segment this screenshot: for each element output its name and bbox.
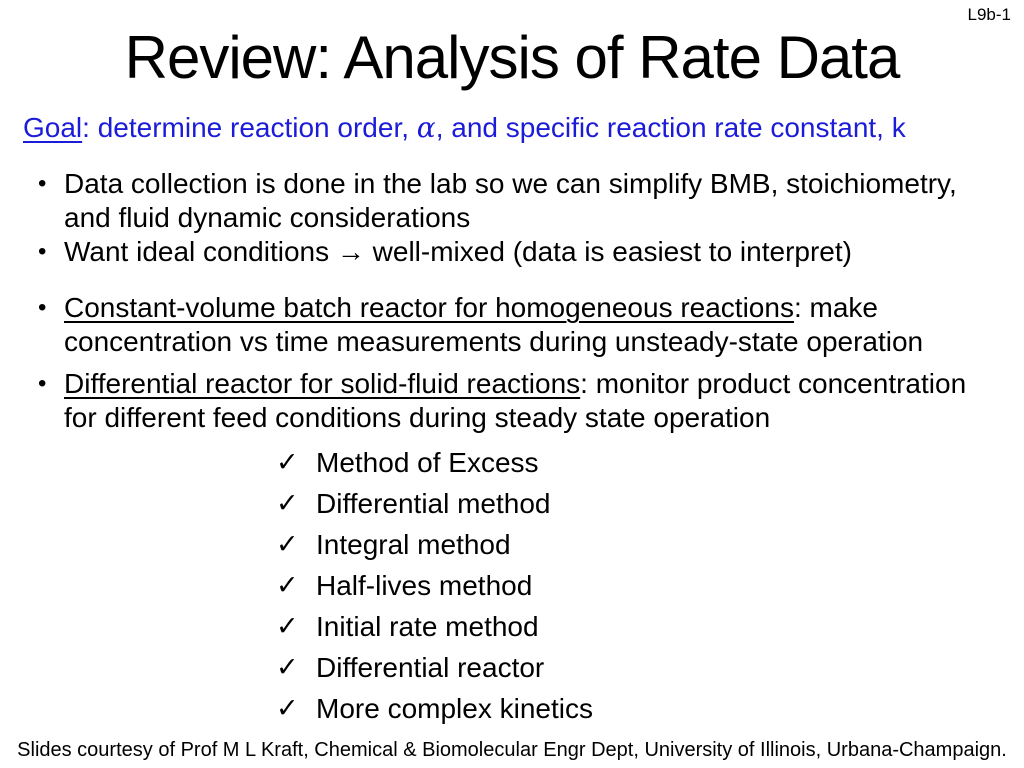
- slide-number: L9b-1: [967, 5, 1011, 24]
- checklist-label: Method of Excess: [316, 447, 539, 478]
- checklist-label: Integral method: [316, 529, 511, 560]
- footer-credit: Slides courtesy of Prof M L Kraft, Chemical & Biomolecular Engr Dept, University of Illinois, Urbana-Champaign.: [17, 739, 1007, 761]
- bullet-item: [38, 291, 994, 359]
- bullet-list-lab-conditions: [38, 167, 994, 269]
- checklist-label: Initial rate method: [316, 611, 539, 642]
- checklist-item: [276, 565, 593, 606]
- bullet-text-rest: : monitor product concentration for different feed conditions during steady state operation: [64, 368, 967, 433]
- bullet-text: [64, 367, 994, 435]
- checklist-item: [276, 647, 593, 688]
- bullet-text: Want ideal conditions → well-mixed (data is easiest to interpret): [64, 236, 852, 267]
- checkmark-icon: ✓: [276, 693, 299, 723]
- checkmark-icon: ✓: [276, 570, 299, 600]
- checklist-item: [276, 688, 593, 729]
- checklist-label: Differential method: [316, 488, 551, 519]
- checkmark-icon: ✓: [276, 529, 299, 559]
- underlined-term: Differential reactor for solid-fluid reactions: [64, 368, 581, 399]
- checklist-label: Differential reactor: [316, 652, 545, 683]
- underlined-term: Constant-volume batch reactor for homogeneous reactions: [64, 292, 794, 323]
- alpha-symbol: α: [416, 111, 436, 144]
- checklist-item: [276, 524, 593, 565]
- bullet-icon: •: [38, 370, 47, 397]
- bullet-icon: •: [38, 170, 47, 197]
- bullet-icon: •: [38, 294, 47, 321]
- page-title: Review: Analysis of Rate Data: [124, 24, 900, 91]
- bullet-item: [38, 367, 994, 435]
- checkmark-icon: ✓: [276, 652, 299, 682]
- checklist-label: Half-lives method: [316, 570, 533, 601]
- checkmark-icon: ✓: [276, 611, 299, 641]
- checklist-label: More complex kinetics: [316, 693, 593, 724]
- goal-label: Goal: [23, 112, 83, 143]
- checklist-item: [276, 442, 593, 483]
- goal-statement: [23, 111, 906, 145]
- bullet-text: Data collection is done in the lab so we can simplify BMB, stoichiometry, and fluid dynamic considerations: [64, 168, 957, 233]
- checklist-item: [276, 606, 593, 647]
- bullet-text-rest: : make concentration vs time measurements during unsteady-state operation: [64, 292, 924, 357]
- bullet-list-reactor-types: [38, 291, 994, 435]
- bullet-item: [38, 167, 994, 235]
- goal-text-after-alpha: , and specific reaction rate constant, k: [435, 112, 906, 143]
- bullet-icon: •: [38, 238, 47, 265]
- checkmark-icon: ✓: [276, 488, 299, 518]
- checkmark-icon: ✓: [276, 447, 299, 477]
- bullet-item: [38, 235, 994, 269]
- methods-checklist: [276, 442, 593, 729]
- goal-text-before-alpha: : determine reaction order,: [82, 112, 417, 143]
- bullet-text: [64, 291, 994, 359]
- checklist-item: [276, 483, 593, 524]
